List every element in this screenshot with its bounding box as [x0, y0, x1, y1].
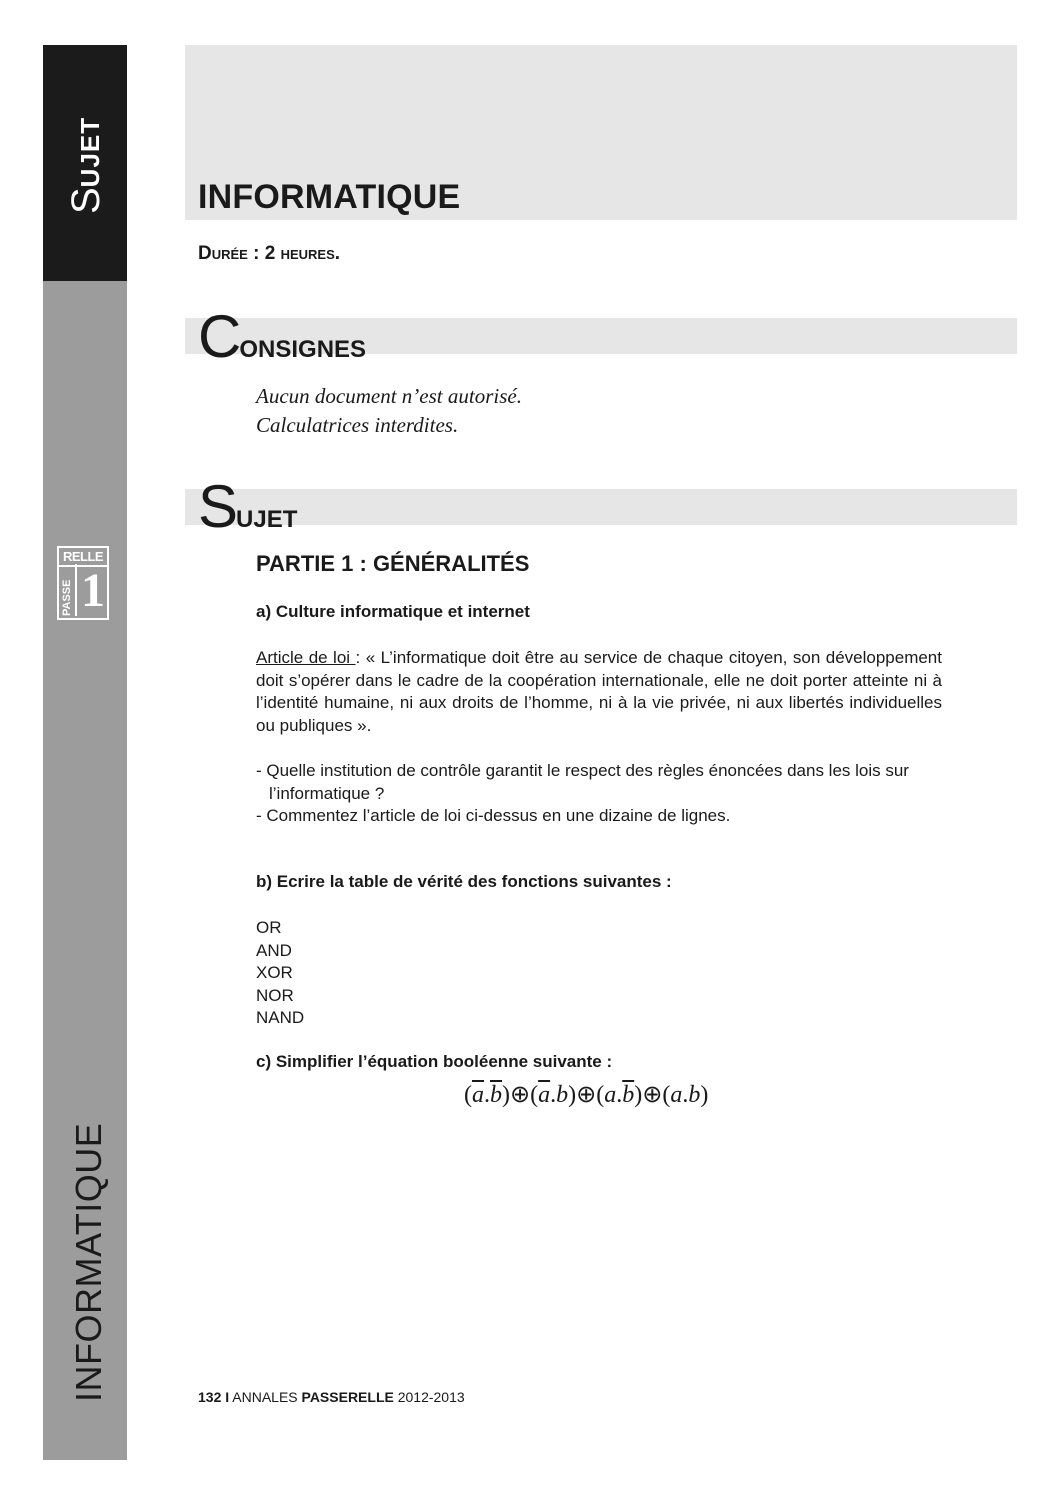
page-title: INFORMATIQUE	[198, 178, 461, 216]
question-c-heading: c) Simplifier l’équation booléenne suivante :	[256, 1052, 613, 1071]
question-a-heading: a) Culture informatique et internet	[256, 602, 530, 621]
sidebar-subject-label: INFORMATIQUE	[68, 1122, 109, 1402]
consigne-line: Calculatrices interdites.	[256, 413, 459, 437]
list-item: OR	[256, 918, 282, 937]
boolean-equation	[464, 1080, 708, 1109]
xor-operator: ⊕	[510, 1082, 531, 1108]
list-item: - Quelle institution de contrôle garantit le respect des règles énoncées dans les lois sur l’informatique ?	[256, 761, 909, 803]
exam-duration: Durée : 2 heures.	[198, 243, 341, 264]
partie-heading: PARTIE 1 : GÉNÉRALITÉS	[256, 551, 530, 576]
question-b-heading: b) Ecrire la table de vérité des fonctions suivantes :	[256, 872, 672, 891]
xor-operator: ⊕	[642, 1082, 663, 1108]
list-item: NOR	[256, 985, 294, 1005]
list-item: NAND	[256, 1008, 305, 1028]
list-item: - Commentez l’article de loi ci-dessus en une dizaine de lignes.	[256, 806, 731, 826]
sujet-band	[185, 489, 1017, 525]
consigne-line: Aucun document n’est autorisé.	[256, 384, 522, 408]
article-text: Article de loi : « L’informatique doit être au service de chaque citoyen, son développement doit s’opérer dans le cadre de la coopération internationale, elle ne doit porter atteinte ni à l’identité humaine, ni aux droits de l’homme, ni à la vie privée, ni aux libertés individuelles ou publiques ».	[256, 648, 942, 735]
question-list	[256, 760, 946, 828]
consignes-title: CONSIGNES	[198, 303, 367, 370]
badge-number: 1	[75, 564, 109, 616]
equation-term: $(\overline{a}.b)$	[530, 1082, 577, 1108]
article-label: Article de loi	[256, 648, 356, 667]
page-footer: 132 I ANNALES PASSERELLE 2012-2013	[198, 1389, 465, 1405]
xor-operator: ⊕	[576, 1082, 597, 1108]
equation-term: (a.b)	[662, 1082, 709, 1108]
sujet-title: SUJET	[198, 473, 298, 540]
passerelle-1-logo	[57, 546, 109, 620]
equation-term: $(a.\overline{b})$	[596, 1082, 643, 1108]
list-item: XOR	[256, 963, 293, 983]
consignes-text	[256, 382, 522, 440]
list-item: AND	[256, 940, 292, 960]
function-list	[256, 917, 304, 1030]
badge-passe: PASSE	[61, 579, 73, 616]
sidebar-sujet-label: SUJET	[64, 116, 108, 214]
badge-relle: RELLE	[59, 548, 107, 567]
equation-term: $(\overline{a}.\overline{b})$	[464, 1082, 510, 1108]
